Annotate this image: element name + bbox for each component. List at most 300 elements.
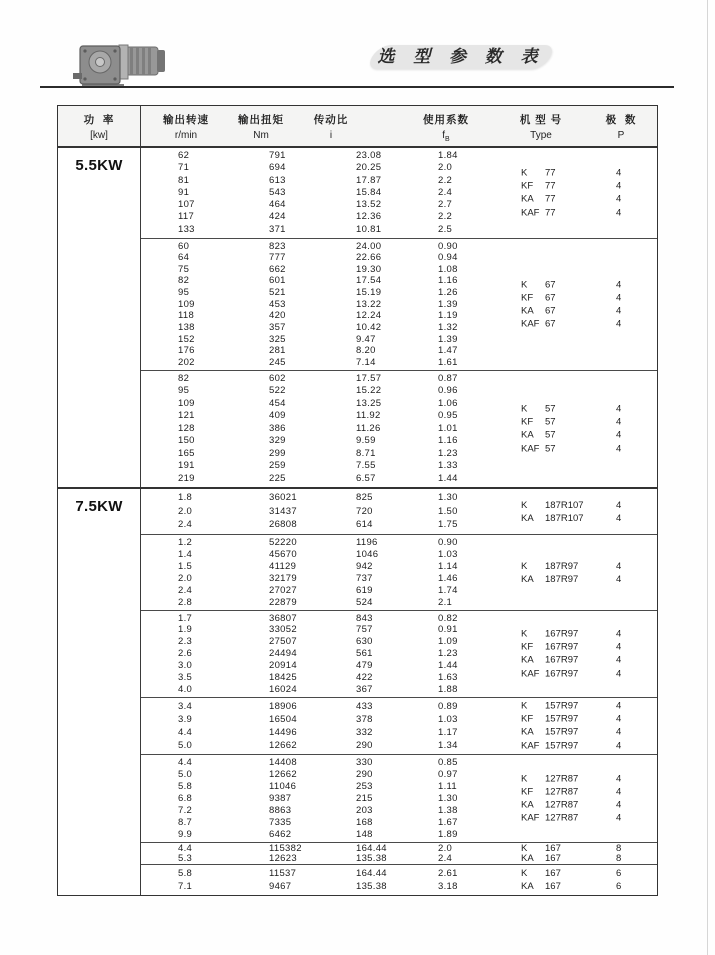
cell-ratio: 1046 bbox=[356, 548, 379, 560]
cell-ratio: 13.52 bbox=[356, 199, 382, 211]
data-block bbox=[141, 697, 657, 754]
column-header-ratio: 传动比 i bbox=[313, 114, 349, 141]
cell-poles: 4 bbox=[616, 318, 622, 330]
cell-poles: 4 bbox=[616, 430, 622, 441]
cell-ratio: 6.57 bbox=[356, 472, 376, 484]
cell-torque: 18906 bbox=[269, 700, 297, 712]
cell-ratio: 22.66 bbox=[356, 252, 382, 264]
cell-speed: 150 bbox=[178, 435, 195, 447]
cell-speed: 64 bbox=[178, 252, 190, 264]
cell-factor: 2.61 bbox=[438, 867, 458, 879]
cell-poles: 4 bbox=[616, 573, 622, 585]
cell-poles: 8 bbox=[616, 842, 622, 854]
cell-torque: 521 bbox=[269, 287, 286, 299]
cell-ratio: 11.92 bbox=[356, 410, 381, 422]
cell-ratio: 215 bbox=[356, 792, 373, 804]
cell-ratio: 433 bbox=[356, 700, 373, 712]
cell-factor: 1.11 bbox=[438, 780, 457, 792]
model-type-row bbox=[521, 799, 659, 812]
model-prefix: KA bbox=[521, 727, 534, 738]
data-block bbox=[141, 534, 657, 610]
cell-ratio: 290 bbox=[356, 740, 373, 752]
cell-factor: 2.5 bbox=[438, 223, 453, 235]
column-header-service-factor: 使用系数 $f_B$ bbox=[423, 114, 469, 143]
cell-speed: 5.8 bbox=[178, 867, 193, 879]
cell-torque: 26808 bbox=[269, 519, 297, 531]
model-type-row bbox=[521, 180, 659, 193]
table-row bbox=[141, 224, 657, 236]
cell-torque: 12623 bbox=[269, 852, 297, 864]
cell-poles: 4 bbox=[616, 292, 622, 304]
model-number: 67 bbox=[545, 318, 556, 330]
cell-ratio: 7.55 bbox=[356, 460, 376, 472]
cell-ratio: 203 bbox=[356, 804, 373, 816]
cell-torque: 22879 bbox=[269, 596, 297, 608]
cell-speed: 118 bbox=[178, 310, 195, 322]
cell-poles: 4 bbox=[616, 740, 622, 752]
table-row bbox=[141, 150, 657, 162]
model-number: 157R97 bbox=[545, 740, 579, 752]
cell-torque: 115382 bbox=[269, 842, 302, 854]
cell-ratio: 630 bbox=[356, 636, 373, 648]
cell-poles: 6 bbox=[616, 881, 622, 892]
cell-speed: 165 bbox=[178, 447, 195, 459]
cell-speed: 3.5 bbox=[178, 671, 193, 683]
cell-ratio: 13.22 bbox=[356, 298, 382, 310]
cell-poles: 4 bbox=[616, 443, 622, 455]
cell-ratio: 20.25 bbox=[356, 162, 382, 174]
model-prefix: KA bbox=[521, 881, 534, 892]
model-number: 77 bbox=[545, 167, 556, 179]
cell-factor: 0.82 bbox=[438, 612, 458, 624]
model-type-row bbox=[521, 559, 659, 572]
model-number: 67 bbox=[545, 279, 556, 291]
model-number: 167 bbox=[545, 842, 561, 854]
model-number: 167R97 bbox=[545, 655, 579, 666]
table-header-data-area bbox=[141, 106, 657, 146]
model-number: 77 bbox=[545, 180, 556, 192]
cell-factor: 2.4 bbox=[438, 186, 453, 198]
cell-torque: 777 bbox=[269, 252, 286, 264]
model-type-group bbox=[521, 498, 659, 524]
cell-poles: 4 bbox=[616, 305, 622, 317]
cell-poles: 4 bbox=[616, 641, 622, 653]
cell-factor: 1.61 bbox=[438, 356, 458, 368]
cell-ratio: 253 bbox=[356, 780, 373, 792]
model-number: 167 bbox=[545, 867, 561, 879]
cell-ratio: 15.84 bbox=[356, 186, 382, 198]
model-prefix: KA bbox=[521, 194, 534, 205]
cell-ratio: 19.30 bbox=[356, 263, 382, 275]
cell-torque: 409 bbox=[269, 410, 286, 422]
model-type-row bbox=[521, 854, 659, 864]
column-header-poles: 极 数 P bbox=[605, 114, 637, 141]
table-row bbox=[141, 829, 657, 841]
cell-factor: 1.39 bbox=[438, 333, 458, 345]
cell-torque: 602 bbox=[269, 372, 286, 384]
cell-torque: 9467 bbox=[269, 881, 292, 892]
model-type-row bbox=[521, 772, 659, 785]
table-row bbox=[141, 345, 657, 357]
cell-factor: 2.0 bbox=[438, 842, 453, 854]
section-blocks bbox=[141, 489, 657, 895]
cell-ratio: 164.44 bbox=[356, 842, 387, 854]
cell-ratio: 1196 bbox=[356, 536, 378, 548]
model-type-row bbox=[521, 867, 659, 880]
cell-torque: 8863 bbox=[269, 804, 292, 816]
cell-torque: 45670 bbox=[269, 548, 297, 560]
cell-speed: 6.8 bbox=[178, 792, 193, 804]
cell-torque: 225 bbox=[269, 472, 286, 484]
cell-ratio: 24.00 bbox=[356, 240, 382, 252]
cell-factor: 1.14 bbox=[438, 560, 458, 572]
cell-ratio: 942 bbox=[356, 560, 373, 572]
cell-torque: 259 bbox=[269, 460, 286, 472]
cell-torque: 11046 bbox=[269, 780, 297, 792]
cell-torque: 245 bbox=[269, 356, 286, 368]
model-type-row bbox=[521, 641, 659, 654]
header-rule bbox=[40, 86, 674, 88]
model-number: 187R97 bbox=[545, 560, 579, 572]
data-block bbox=[141, 864, 657, 895]
cell-speed: 5.0 bbox=[178, 740, 193, 752]
cell-ratio: 524 bbox=[356, 596, 373, 608]
cell-factor: 1.09 bbox=[438, 636, 458, 648]
table-row bbox=[141, 473, 657, 486]
model-number: 127R87 bbox=[545, 812, 579, 824]
cell-torque: 52220 bbox=[269, 536, 297, 548]
cell-speed: 1.4 bbox=[178, 548, 193, 560]
cell-factor: 2.1 bbox=[438, 596, 453, 608]
model-prefix: KA bbox=[521, 305, 534, 317]
cell-factor: 1.75 bbox=[438, 519, 458, 531]
data-block bbox=[141, 610, 657, 697]
model-prefix: KF bbox=[521, 786, 534, 798]
cell-torque: 41129 bbox=[269, 560, 297, 572]
model-prefix: K bbox=[521, 560, 528, 572]
model-type-row bbox=[521, 193, 659, 206]
model-prefix: K bbox=[521, 628, 528, 640]
cell-torque: 601 bbox=[269, 275, 286, 287]
model-prefix: KF bbox=[521, 292, 534, 304]
cell-poles: 4 bbox=[616, 655, 622, 666]
cell-factor: 1.16 bbox=[438, 435, 458, 447]
cell-factor: 1.63 bbox=[438, 671, 458, 683]
cell-ratio: 11.26 bbox=[356, 422, 381, 434]
cell-speed: 75 bbox=[178, 263, 190, 275]
model-type-row bbox=[521, 416, 659, 429]
cell-ratio: 15.19 bbox=[356, 287, 382, 299]
cell-speed: 5.8 bbox=[178, 780, 193, 792]
model-number: 57 bbox=[545, 416, 556, 428]
cell-speed: 3.9 bbox=[178, 713, 193, 725]
cell-factor: 1.44 bbox=[438, 472, 458, 484]
cell-speed: 1.9 bbox=[178, 624, 193, 636]
cell-ratio: 12.24 bbox=[356, 310, 382, 322]
table-row bbox=[141, 373, 657, 386]
cell-speed: 95 bbox=[178, 385, 190, 397]
cell-speed: 82 bbox=[178, 275, 190, 287]
cell-factor: 3.18 bbox=[438, 881, 458, 892]
cell-speed: 3.0 bbox=[178, 659, 193, 671]
model-number: 167R97 bbox=[545, 641, 579, 653]
table-row bbox=[141, 252, 657, 264]
cell-speed: 176 bbox=[178, 345, 195, 357]
cell-ratio: 332 bbox=[356, 727, 373, 738]
cell-speed: 2.0 bbox=[178, 505, 193, 517]
table-row bbox=[141, 597, 657, 609]
model-type-row bbox=[521, 167, 659, 180]
model-prefix: K bbox=[521, 867, 528, 879]
cell-factor: 1.33 bbox=[438, 460, 458, 472]
section-blocks bbox=[141, 148, 657, 487]
cell-torque: 325 bbox=[269, 333, 286, 345]
cell-factor: 1.23 bbox=[438, 648, 458, 660]
model-type-group bbox=[521, 167, 659, 220]
model-number: 187R107 bbox=[545, 512, 584, 524]
cell-ratio: 15.22 bbox=[356, 385, 382, 397]
cell-ratio: 17.54 bbox=[356, 275, 382, 287]
model-type-group bbox=[521, 559, 659, 585]
model-number: 167R97 bbox=[545, 628, 579, 640]
cell-factor: 1.34 bbox=[438, 740, 458, 752]
model-type-group bbox=[521, 867, 659, 893]
cell-factor: 1.46 bbox=[438, 572, 458, 584]
power-section bbox=[58, 148, 657, 487]
cell-ratio: 330 bbox=[356, 756, 373, 768]
title-band bbox=[365, 45, 557, 69]
cell-factor: 1.89 bbox=[438, 828, 458, 840]
cell-speed: 5.3 bbox=[178, 852, 193, 864]
cell-poles: 4 bbox=[616, 773, 622, 785]
cell-speed: 4.4 bbox=[178, 842, 193, 854]
cell-ratio: 135.38 bbox=[356, 881, 387, 892]
gearmotor-image bbox=[72, 38, 168, 92]
cell-speed: 4.0 bbox=[178, 683, 193, 695]
model-number: 127R87 bbox=[545, 799, 579, 811]
cell-ratio: 619 bbox=[356, 584, 373, 596]
model-type-row bbox=[521, 739, 659, 752]
cell-speed: 4.4 bbox=[178, 756, 193, 768]
model-type-group bbox=[521, 772, 659, 825]
cell-poles: 4 bbox=[616, 812, 622, 824]
model-number: 77 bbox=[545, 194, 556, 205]
model-type-row bbox=[521, 429, 659, 442]
model-prefix: KA bbox=[521, 852, 534, 864]
cell-torque: 16504 bbox=[269, 713, 297, 725]
model-prefix: KA bbox=[521, 799, 534, 811]
column-header-speed: 输出转速 r/min bbox=[163, 114, 209, 141]
cell-factor: 1.19 bbox=[438, 310, 458, 322]
model-type-row bbox=[521, 512, 659, 525]
column-header-power: 功 率 [kw] bbox=[58, 106, 141, 146]
model-prefix: K bbox=[521, 279, 528, 291]
cell-factor: 1.32 bbox=[438, 321, 458, 333]
cell-factor: 1.30 bbox=[438, 492, 458, 504]
power-cell bbox=[58, 148, 141, 487]
model-number: 187R107 bbox=[545, 499, 584, 511]
cell-torque: 386 bbox=[269, 422, 286, 434]
model-type-group bbox=[521, 278, 659, 331]
cell-torque: 18425 bbox=[269, 671, 297, 683]
cell-torque: 453 bbox=[269, 298, 286, 310]
data-block bbox=[141, 370, 657, 487]
cell-speed: 202 bbox=[178, 356, 195, 368]
cell-factor: 1.38 bbox=[438, 804, 458, 816]
cell-speed: 2.3 bbox=[178, 636, 193, 648]
data-block bbox=[141, 238, 657, 370]
cell-speed: 82 bbox=[178, 372, 190, 384]
model-type-row bbox=[521, 318, 659, 331]
cell-torque: 12662 bbox=[269, 768, 297, 780]
model-number: 167 bbox=[545, 881, 561, 892]
table-row bbox=[141, 264, 657, 276]
cell-factor: 1.06 bbox=[438, 397, 458, 409]
cell-ratio: 13.25 bbox=[356, 397, 382, 409]
cell-poles: 4 bbox=[616, 727, 622, 738]
cell-factor: 1.30 bbox=[438, 792, 458, 804]
cell-torque: 424 bbox=[269, 211, 286, 223]
cell-speed: 62 bbox=[178, 150, 190, 162]
cell-factor: 1.23 bbox=[438, 447, 458, 459]
cell-speed: 2.6 bbox=[178, 648, 193, 660]
cell-factor: 1.16 bbox=[438, 275, 458, 287]
cell-speed: 2.8 bbox=[178, 596, 193, 608]
cell-torque: 12662 bbox=[269, 740, 297, 752]
model-type-row bbox=[521, 206, 659, 219]
cell-factor: 1.39 bbox=[438, 298, 458, 310]
cell-factor: 1.01 bbox=[438, 422, 458, 434]
model-type-row bbox=[521, 812, 659, 825]
model-number: 57 bbox=[545, 403, 556, 415]
power-section bbox=[58, 487, 657, 895]
cell-poles: 4 bbox=[616, 167, 622, 179]
cell-speed: 1.7 bbox=[178, 612, 193, 624]
cell-factor: 0.85 bbox=[438, 756, 458, 768]
cell-ratio: 720 bbox=[356, 505, 373, 517]
cell-torque: 11537 bbox=[269, 867, 297, 879]
cell-torque: 27507 bbox=[269, 636, 297, 648]
cell-factor: 2.2 bbox=[438, 211, 453, 223]
power-rating-label: 5.5KW bbox=[75, 157, 123, 174]
cell-speed: 9.9 bbox=[178, 828, 193, 840]
model-prefix: KA bbox=[521, 573, 534, 585]
cell-torque: 454 bbox=[269, 397, 286, 409]
cell-torque: 6462 bbox=[269, 828, 292, 840]
model-prefix: KAF bbox=[521, 740, 540, 752]
cell-poles: 4 bbox=[616, 279, 622, 291]
cell-speed: 4.4 bbox=[178, 727, 193, 738]
cell-poles: 4 bbox=[616, 786, 622, 798]
model-prefix: KAF bbox=[521, 207, 540, 219]
cell-factor: 1.67 bbox=[438, 816, 458, 828]
model-type-row bbox=[521, 785, 659, 798]
model-prefix: KA bbox=[521, 512, 534, 524]
model-prefix: KF bbox=[521, 416, 534, 428]
cell-ratio: 164.44 bbox=[356, 867, 387, 879]
model-prefix: K bbox=[521, 403, 528, 415]
cell-ratio: 23.08 bbox=[356, 150, 382, 162]
cell-speed: 7.2 bbox=[178, 804, 193, 816]
cell-ratio: 737 bbox=[356, 572, 373, 584]
table-row bbox=[141, 241, 657, 253]
cell-factor: 2.2 bbox=[438, 174, 453, 186]
cell-speed: 133 bbox=[178, 223, 195, 235]
model-prefix: K bbox=[521, 700, 528, 712]
data-block bbox=[141, 842, 657, 864]
table-row bbox=[141, 385, 657, 398]
cell-factor: 1.74 bbox=[438, 584, 458, 596]
model-prefix: KAF bbox=[521, 668, 540, 680]
cell-ratio: 8.71 bbox=[356, 447, 376, 459]
cell-factor: 1.84 bbox=[438, 150, 458, 162]
cell-ratio: 148 bbox=[356, 828, 373, 840]
cell-torque: 31437 bbox=[269, 505, 297, 517]
cell-factor: 1.50 bbox=[438, 505, 458, 517]
cell-poles: 4 bbox=[616, 668, 622, 680]
model-number: 67 bbox=[545, 292, 556, 304]
cell-torque: 464 bbox=[269, 199, 286, 211]
power-cell bbox=[58, 489, 141, 895]
cell-torque: 7335 bbox=[269, 816, 292, 828]
cell-poles: 4 bbox=[616, 194, 622, 205]
cell-speed: 138 bbox=[178, 321, 195, 333]
cell-ratio: 9.59 bbox=[356, 435, 376, 447]
cell-torque: 9387 bbox=[269, 792, 292, 804]
cell-torque: 20914 bbox=[269, 659, 297, 671]
model-type-group bbox=[521, 628, 659, 681]
page-edge-line bbox=[707, 0, 708, 955]
cell-ratio: 825 bbox=[356, 492, 373, 504]
cell-poles: 6 bbox=[616, 867, 622, 879]
model-prefix: K bbox=[521, 842, 528, 854]
table-body bbox=[58, 148, 657, 895]
cell-torque: 299 bbox=[269, 447, 286, 459]
cell-torque: 16024 bbox=[269, 683, 297, 695]
data-block bbox=[141, 489, 657, 534]
cell-factor: 2.0 bbox=[438, 162, 453, 174]
model-type-row bbox=[521, 700, 659, 713]
cell-poles: 4 bbox=[616, 180, 622, 192]
model-prefix: KA bbox=[521, 655, 534, 666]
model-prefix: KAF bbox=[521, 318, 540, 330]
table-row bbox=[141, 757, 657, 769]
cell-factor: 0.89 bbox=[438, 700, 458, 712]
cell-factor: 0.91 bbox=[438, 624, 458, 636]
data-block bbox=[141, 148, 657, 238]
cell-ratio: 12.36 bbox=[356, 211, 382, 223]
model-type-row bbox=[521, 305, 659, 318]
cell-torque: 694 bbox=[269, 162, 286, 174]
cell-torque: 791 bbox=[269, 150, 286, 162]
model-prefix: K bbox=[521, 167, 528, 179]
table-row bbox=[141, 537, 657, 549]
cell-torque: 281 bbox=[269, 345, 286, 357]
cell-speed: 109 bbox=[178, 397, 195, 409]
cell-factor: 1.08 bbox=[438, 263, 458, 275]
cell-ratio: 9.47 bbox=[356, 333, 376, 345]
cell-torque: 522 bbox=[269, 385, 286, 397]
cell-speed: 107 bbox=[178, 199, 195, 211]
cell-torque: 14408 bbox=[269, 756, 297, 768]
cell-poles: 4 bbox=[616, 560, 622, 572]
cell-torque: 357 bbox=[269, 321, 286, 333]
model-type-row bbox=[521, 278, 659, 291]
table-row bbox=[141, 613, 657, 625]
cell-speed: 71 bbox=[178, 162, 190, 174]
cell-ratio: 8.20 bbox=[356, 345, 376, 357]
cell-ratio: 7.14 bbox=[356, 356, 376, 368]
